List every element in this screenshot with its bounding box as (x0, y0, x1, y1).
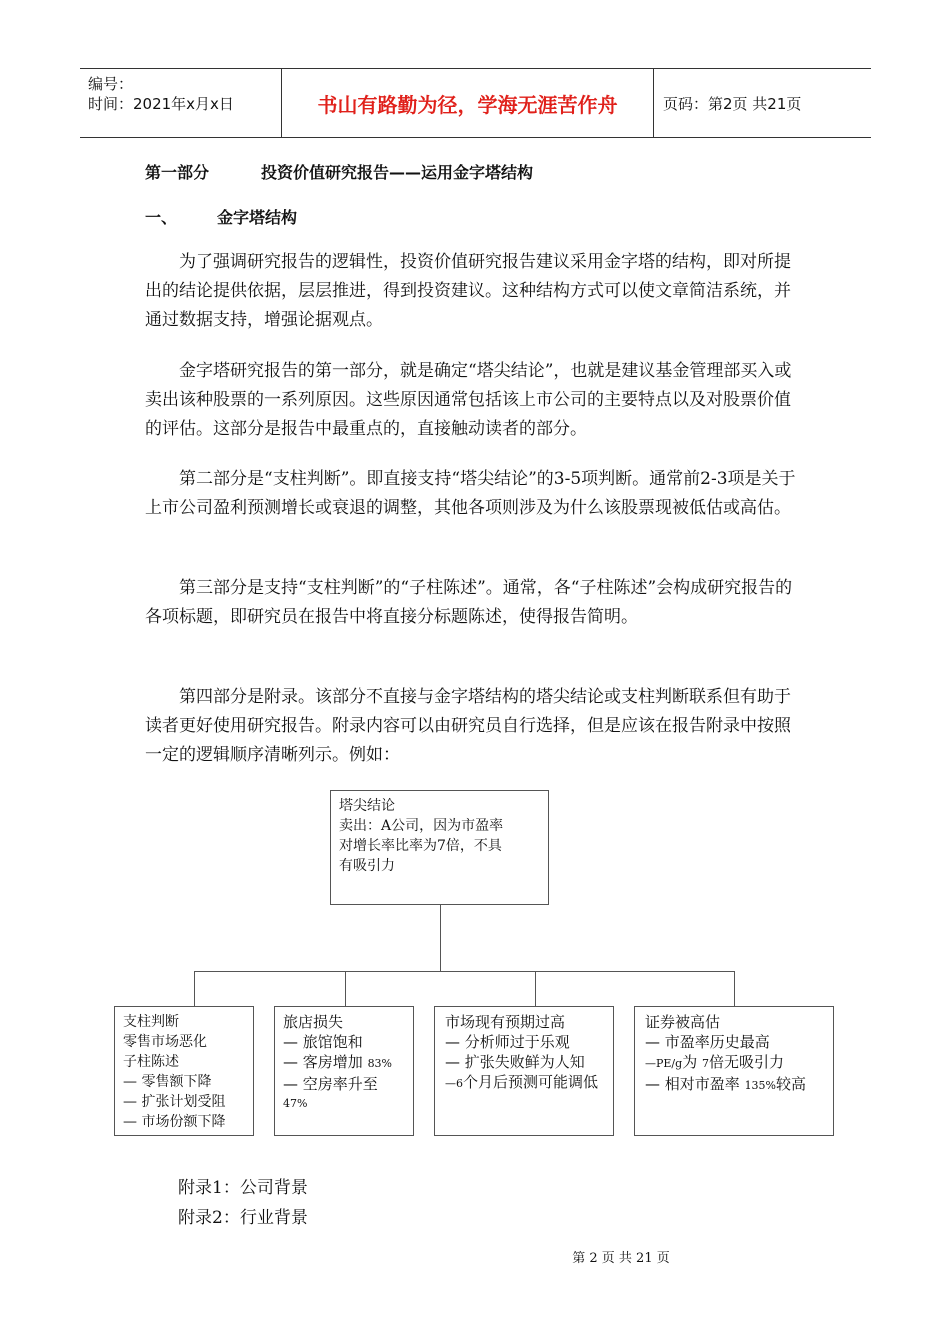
section-title: 金字塔结构 (217, 208, 298, 227)
paragraph: 第四部分是附录。该部分不直接与金字塔结构的塔尖结论或支柱判断联系但有助于读者更好使用研究报告。附录内容可以由研究员自行选择，但是应该在报告附录中按照一定的逻辑顺序清晰列示。例如： (145, 687, 791, 765)
diagram-pillar-box (114, 1006, 254, 1136)
diagram-connector (194, 971, 195, 1006)
diagram-top-conclusion-box (330, 790, 549, 905)
section-heading (145, 205, 297, 228)
diagram-connector (734, 971, 735, 1006)
diagram-text: 有吸引力 (339, 858, 395, 874)
page-header (80, 68, 871, 138)
diagram-text: 个月后预测可能调低 (463, 1073, 599, 1091)
diagram-connector (440, 905, 441, 971)
diagram-number: —PE/g (645, 1057, 683, 1070)
part-subtitle: 投资价值研究报告——运用金字塔结构 (261, 163, 534, 182)
paragraph: 第三部分是支持“支柱判断”的“子柱陈述”。通常，各“子柱陈述”会构成研究报告的各项标题，即研究员在报告中将直接分标题陈述，使得报告简明。 (145, 578, 793, 627)
diagram-text: 市场现有预期过高 (445, 1013, 566, 1031)
paragraph: 为了强调研究报告的逻辑性，投资价值研究报告建议采用金字塔的结构，即对所提出的结论提供依据，层层推进，得到投资建议。这种结构方式可以使文章简洁系统，并通过数据支持，增强论据观点。 (145, 252, 791, 330)
diagram-text: 旅店损失 (283, 1013, 344, 1031)
diagram-text: 较高 (776, 1075, 807, 1093)
header-divider (653, 69, 654, 137)
diagram-text (645, 1052, 823, 1074)
diagram-text: 为 (682, 1053, 698, 1071)
diagram-text: — 市场份额下降 (123, 1114, 226, 1130)
diagram-text: — 扩张失败鲜为人知 (445, 1053, 585, 1071)
doc-date: 时间：2021年x月x日 (88, 95, 234, 113)
diagram-text: — 相对市盈率 (645, 1075, 740, 1093)
diagram-text: — 市盈率历史最高 (645, 1033, 770, 1051)
diagram-connector (535, 971, 536, 1006)
diagram-text: 零售市场恶化 (123, 1034, 207, 1050)
diagram-number: 83% (367, 1057, 393, 1070)
part-title (145, 160, 533, 183)
header-motto: 书山有路勤为径，学海无涯苦作舟 (317, 93, 618, 117)
diagram-number: 135% (744, 1079, 777, 1092)
diagram-text: — 空房率升至 (283, 1075, 378, 1093)
diagram-text (645, 1074, 823, 1096)
diagram-text (283, 1052, 405, 1074)
diagram-text: 子柱陈述 (123, 1054, 179, 1070)
diagram-text: 对增长率比率为7倍，不具 (339, 838, 502, 854)
diagram-number: —6 (445, 1077, 463, 1090)
diagram-text: — 分析师过于乐观 (445, 1033, 570, 1051)
diagram-number: 7 (701, 1057, 709, 1070)
diagram-connector (194, 971, 734, 972)
paragraph: 第二部分是“支柱判断”。即直接支持“塔尖结论”的3-5项判断。通常前2-3项是关于上市公司盈利预测增长或衰退的调整，其他各项则涉及为什么该股票现被低估或高估。 (145, 469, 796, 518)
diagram-text: 卖出：A公司，因为市盈率 (339, 818, 504, 834)
diagram-text: — 客房增加 (283, 1053, 363, 1071)
diagram-text: 塔尖结论 (339, 798, 395, 814)
diagram-text: — 零售额下降 (123, 1074, 212, 1090)
diagram-text (445, 1072, 603, 1094)
diagram-pillar-box (274, 1006, 414, 1136)
paragraph: 金字塔研究报告的第一部分，就是确定“塔尖结论”，也就是建议基金管理部买入或卖出该种股票的一系列原因。这些原因通常包括该上市公司的主要特点以及对股票价值的评估。这部分是报告中最重点的，直接触动读者的部分。 (145, 361, 792, 439)
diagram-text: — 扩张计划受阻 (123, 1094, 226, 1110)
section-number: 一、 (145, 208, 178, 227)
appendix-item: 附录1：公司背景 (178, 1178, 308, 1198)
part-label: 第一部分 (145, 163, 210, 182)
header-left-cell (88, 74, 234, 114)
diagram-text: 支柱判断 (123, 1014, 179, 1030)
diagram-pillar-box (434, 1006, 614, 1136)
header-page-number: 页码：第2页 共21页 (663, 95, 802, 113)
doc-number: 编号： (88, 75, 134, 93)
diagram-text: 证券被高估 (645, 1013, 721, 1031)
page-footer: 第 2 页 共 21 页 (572, 1251, 670, 1266)
diagram-pillar-box (634, 1006, 834, 1136)
diagram-connector (345, 971, 346, 1006)
diagram-text: — 旅馆饱和 (283, 1033, 363, 1051)
appendix-item: 附录2：行业背景 (178, 1208, 308, 1228)
diagram-number: 47% (283, 1097, 308, 1110)
diagram-text: 倍无吸引力 (708, 1053, 784, 1071)
